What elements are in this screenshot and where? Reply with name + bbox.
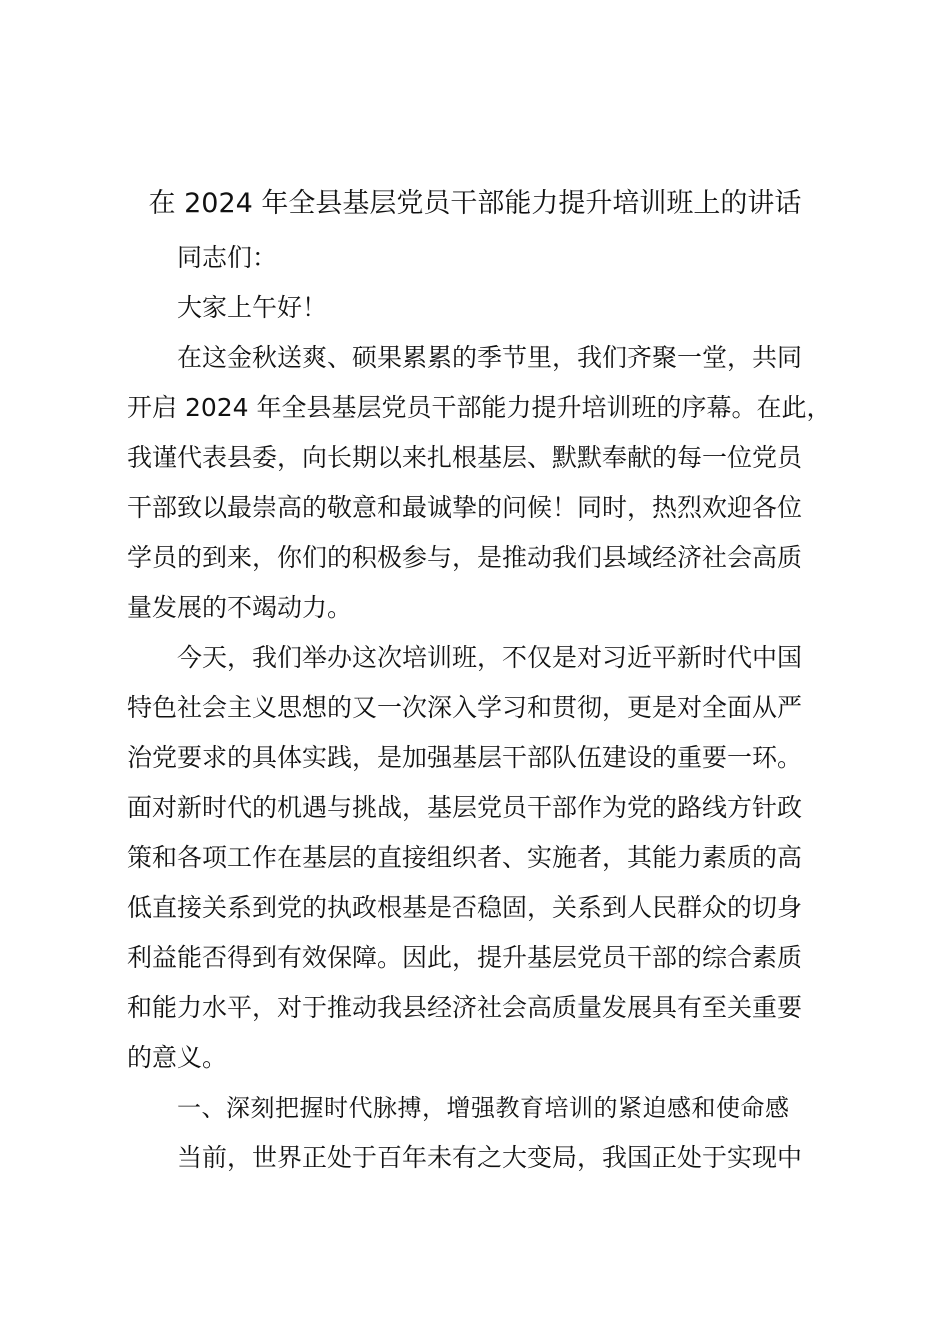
document-body [127, 233, 837, 1183]
text-line: 学员的到来，你们的积极参与，是推动我们县域经济社会高质 [127, 543, 803, 572]
section-heading: 一、深刻把握时代脉搏，增强教育培训的紧迫感和使命感 [177, 1094, 790, 1122]
text-line: 大家上午好！ [177, 293, 328, 322]
text-line: 开启 2024 年全县基层党员干部能力提升培训班的序幕。在此， [127, 393, 832, 422]
text-line: 利益能否得到有效保障。因此，提升基层党员干部的综合素质 [127, 943, 803, 972]
text-line: 同志们： [177, 243, 278, 272]
text-line: 量发展的不竭动力。 [127, 593, 353, 622]
text-line: 的意义。 [127, 1043, 228, 1072]
text-line: 干部致以最崇高的敬意和最诚挚的问候！同时，热烈欢迎各位 [127, 493, 803, 522]
text-line: 今天，我们举办这次培训班，不仅是对习近平新时代中国 [177, 643, 803, 672]
text-line: 治党要求的具体实践，是加强基层干部队伍建设的重要一环。 [127, 743, 803, 772]
document-title: 在 2024 年全县基层党员干部能力提升培训班上的讲话 [148, 188, 802, 219]
text-line: 低直接关系到党的执政根基是否稳固，关系到人民群众的切身 [127, 893, 803, 922]
text-line: 策和各项工作在基层的直接组织者、实施者，其能力素质的高 [127, 843, 803, 872]
text-line: 我谨代表县委，向长期以来扎根基层、默默奉献的每一位党员 [127, 443, 803, 472]
text-line: 和能力水平，对于推动我县经济社会高质量发展具有至关重要 [127, 993, 803, 1022]
text-line: 特色社会主义思想的又一次深入学习和贯彻，更是对全面从严 [127, 693, 803, 722]
text-line: 在这金秋送爽、硕果累累的季节里，我们齐聚一堂，共同 [177, 343, 803, 372]
text-line: 当前，世界正处于百年未有之大变局，我国正处于实现中 [177, 1143, 803, 1172]
text-line: 面对新时代的机遇与挑战，基层党员干部作为党的路线方针政 [127, 793, 803, 822]
